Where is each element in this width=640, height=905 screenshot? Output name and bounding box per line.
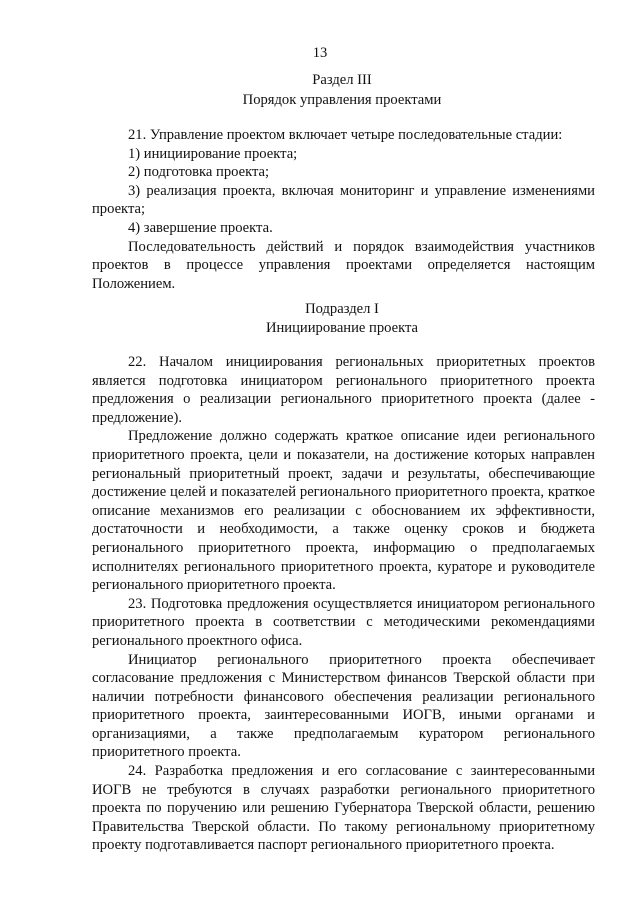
paragraph-proposal-content: Предложение должно содержать краткое описание идеи регионального приоритетного проекта, цели и показатели, на достижение которых направлен региональный приоритетный проект, задачи и результаты, обеспечивающие достижение целей и показателей регионального приоритетного проекта, краткое описание механизмов его реализации с обоснованием их эффективности, достаточности и необходимости, а также оценку сроков и бюджета регионального приоритетного проекта, информацию о предполагаемых исполнителях регионального приоритетного проекта, кураторе и руководителе регионального приоритетного проекта.	[92, 428, 595, 594]
paragraph-24: 24. Разработка предложения и его согласование с заинтересованными ИОГВ не требуются в случаях разработки регионального приоритетного проекта по поручению или решению Губернатора Тверской области, решению Правительства Тверской области. По такому региональному приоритетному проекту подготавливается паспорт регионального приоритетного проекта.	[92, 763, 595, 854]
paragraph-23: 23. Подготовка предложения осуществляется инициатором регионального приоритетного проекта в соответствии с методическими рекомендациями регионального проектного офиса.	[92, 595, 595, 649]
subsection-title: Подраздел I	[305, 301, 379, 317]
paragraph-initiator: Инициатор регионального приоритетного проекта обеспечивает согласование предложения с Министерством финансов Тверской области при наличии потребности финансового обеспечения реализации регионального приоритетного проекта, заинтересованными ИОГВ, иными органами и организациями, а также предполагаемым куратором регионального приоритетного проекта.	[92, 651, 595, 761]
list-item-4: 4) завершение проекта.	[128, 219, 273, 236]
subsection-subtitle: Инициирование проекта	[265, 320, 419, 336]
paragraph-21: 21. Управление проектом включает четыре последовательные стадии:	[128, 127, 563, 143]
list-item-2: 2) подготовка проекта;	[128, 164, 270, 181]
section-title: Раздел III	[312, 72, 372, 88]
paragraph-sequence: Последовательность действий и порядок взаимодействия участников проектов в процессе управления проектами определяется настоящим Положением.	[92, 238, 595, 292]
section-subtitle: Порядок управления проектами	[242, 92, 442, 108]
list-item-1: 1) инициирование проекта;	[128, 145, 298, 162]
list-item-3: 3) реализация проекта, включая мониторинг и управление изменениями проекта;	[92, 182, 595, 218]
page-number: 13	[312, 45, 328, 61]
paragraph-22: 22. Началом инициирования региональных приоритетных проектов является подготовка инициатором регионального приоритетного проекта предложения о реализации регионального приоритетного проекта (далее - предложение).	[92, 354, 595, 426]
section-body	[92, 126, 595, 293]
subsection-body	[92, 353, 595, 855]
